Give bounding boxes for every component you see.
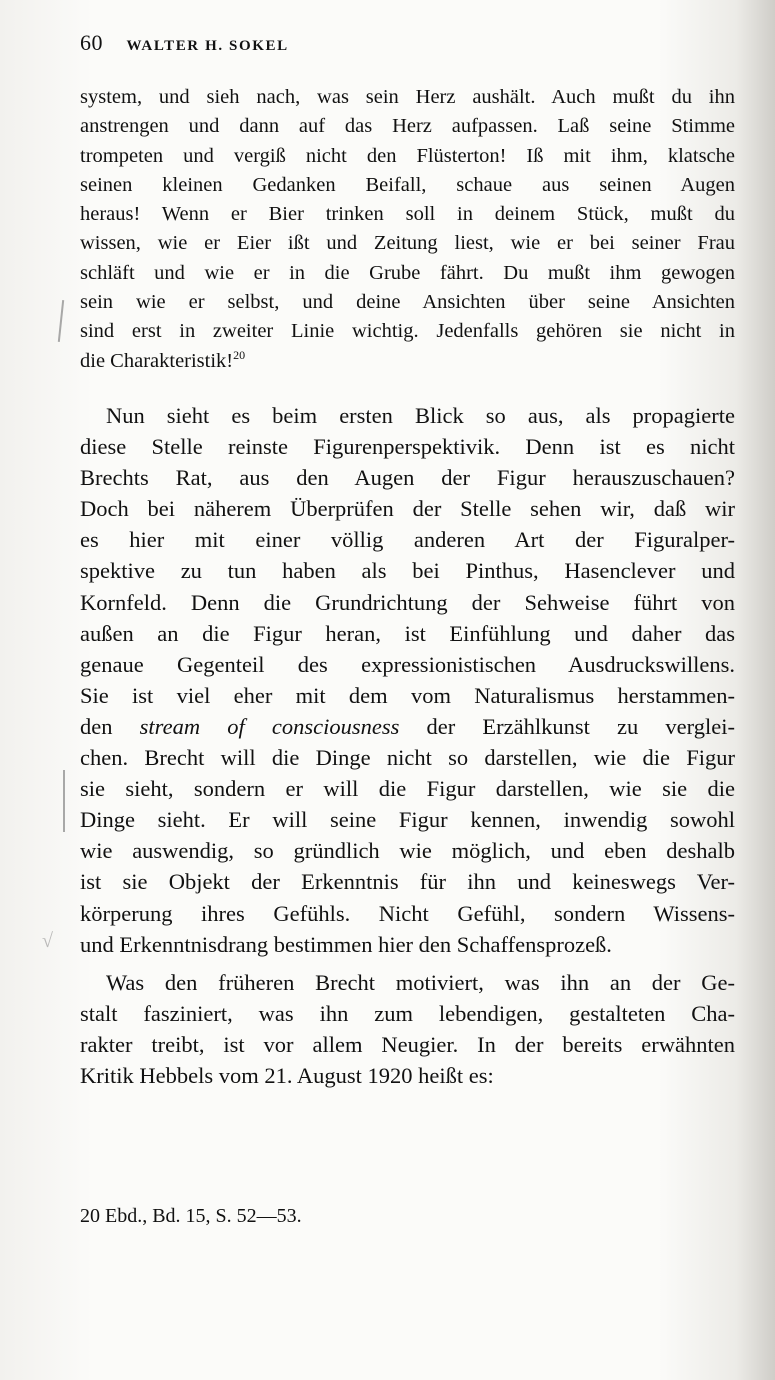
paragraph-line: diese Stelle reinste Figurenperspektivik. Denn ist es nicht xyxy=(80,434,735,460)
paragraph-brecht-perspective xyxy=(80,400,735,960)
paragraph-line: genaue Gegenteil des expressionistischen Ausdruckswillens. xyxy=(80,651,735,677)
pencil-check-mark: √ xyxy=(42,930,53,952)
paragraph-line: Was den früheren Brecht motiviert, was ihn an der Ge- xyxy=(106,970,735,995)
running-head-author: WALTER H. SOKEL xyxy=(126,38,289,54)
footnote: 20 Ebd., Bd. 15, S. 52—53. xyxy=(80,1205,302,1227)
line-prefix: den xyxy=(80,713,140,739)
paragraph-line: wie auswendig, so gründlich wie möglich, und eben deshalb xyxy=(80,838,735,864)
paragraph-curiosity xyxy=(80,967,735,1091)
paragraph-line: es hier mit einer völlig anderen Art der Figuralper- xyxy=(80,527,735,553)
paragraph-line-last: Kritik Hebbels vom 21. August 1920 heißt es: xyxy=(80,1063,494,1089)
quote-line: sein wie er selbst, und deine Ansichten über seine Ansichten xyxy=(80,291,735,314)
quote-line: trompeten und vergiß nicht den Flüsterton! Iß mit ihm, klatsche xyxy=(80,144,735,167)
pencil-margin-mark xyxy=(58,300,64,342)
footnote-reference: 20 xyxy=(233,347,246,362)
paragraph-line: spektive zu tun haben als bei Pinthus, Hasenclever und xyxy=(80,558,735,584)
paragraph-line: chen. Brecht will die Dinge nicht so darstellen, wie die Figur xyxy=(80,745,735,771)
paragraph-line: Doch bei näherem Überprüfen der Stelle sehen wir, daß wir xyxy=(80,496,735,522)
quote-line: anstrengen und dann auf das Herz aufpassen. Laß seine Stimme xyxy=(80,115,735,138)
paragraph-line: Dinge sieht. Er will seine Figur kennen, inwendig sowohl xyxy=(80,807,735,833)
block-quote xyxy=(80,83,735,376)
paragraph-line: ist sie Objekt der Erkenntnis für ihn und keineswegs Ver- xyxy=(80,869,735,895)
paragraph-line-with-italic xyxy=(80,711,735,742)
paragraph-line: sie sieht, sondern er will die Figur darstellen, wie sie die xyxy=(80,776,735,802)
italic-term: stream of consciousness xyxy=(139,713,400,739)
quote-text-end: die Charakteristik! xyxy=(80,349,234,372)
quote-line: system, und sieh nach, was sein Herz aushält. Auch mußt du ihn xyxy=(80,86,735,108)
paragraph-line: Nun sieht es beim ersten Blick so aus, als propagierte xyxy=(106,403,735,428)
page-number: 60 xyxy=(80,30,103,55)
paragraph-line: körperung ihres Gefühls. Nicht Gefühl, sondern Wissens- xyxy=(80,900,735,926)
running-head xyxy=(80,30,289,56)
paragraph-line-last: und Erkenntnisdrang bestimmen hier den Schaffensprozeß. xyxy=(80,931,612,957)
quote-line: seinen kleinen Gedanken Beifall, schaue aus seinen Augen xyxy=(80,173,735,196)
quote-line: sind erst in zweiter Linie wichtig. Jedenfalls gehören sie nicht in xyxy=(80,320,735,343)
paragraph-line: Brechts Rat, aus den Augen der Figur herauszuschauen? xyxy=(80,465,735,491)
quote-line: schläft und wie er in die Grube fährt. Du mußt ihm gewogen xyxy=(80,261,735,284)
paragraph-line: Kornfeld. Denn die Grundrichtung der Sehweise führt von xyxy=(80,589,735,615)
quote-line-last xyxy=(80,347,735,376)
paragraph-line: stalt fasziniert, was ihn zum lebendigen, gestalteten Cha- xyxy=(80,1001,735,1027)
paragraph-line: rakter treibt, ist vor allem Neugier. In der bereits erwähnten xyxy=(80,1032,735,1058)
quote-line: heraus! Wenn er Bier trinken soll in deinem Stück, mußt du xyxy=(80,203,735,226)
quote-line: wissen, wie er Eier ißt und Zeitung liest, wie er bei seiner Frau xyxy=(80,232,735,255)
paragraph-line: Sie ist viel eher mit dem vom Naturalismus herstammen- xyxy=(80,682,735,708)
line-suffix: der Erzählkunst zu verglei- xyxy=(399,713,735,739)
paragraph-line: außen an die Figur heran, ist Einfühlung und daher das xyxy=(80,620,735,646)
pencil-margin-mark xyxy=(63,770,65,832)
